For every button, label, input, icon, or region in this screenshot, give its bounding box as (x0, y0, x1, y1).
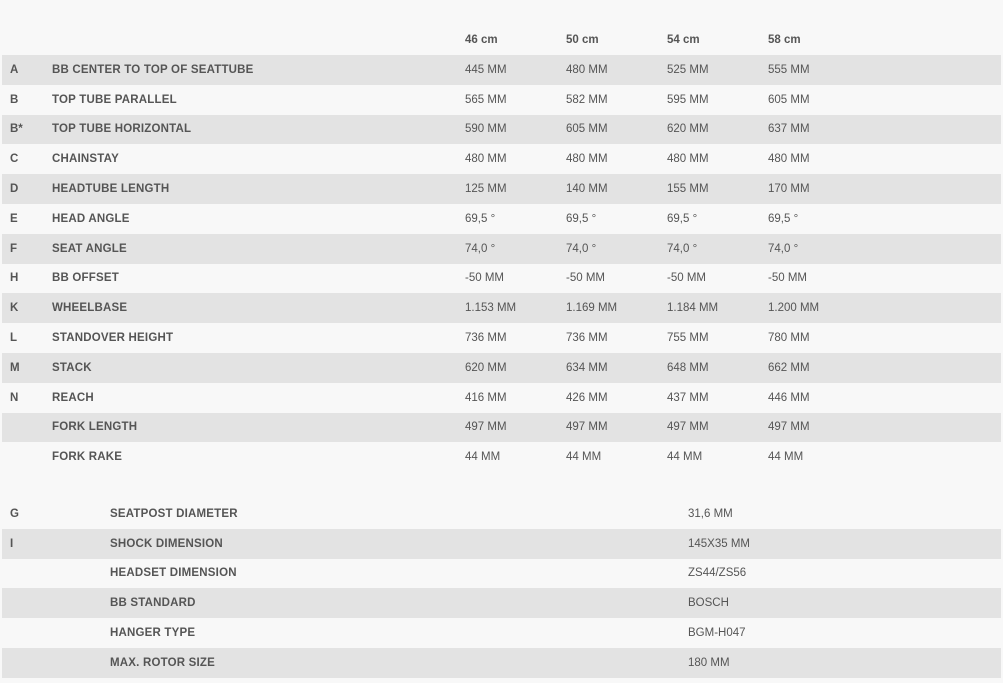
spec-value: 31,6 MM (688, 507, 733, 520)
row-value: 74,0 ° (667, 234, 768, 264)
row-label: HEADTUBE LENGTH (52, 174, 465, 204)
row-code: N (10, 391, 19, 404)
row-value: 736 MM (465, 332, 507, 345)
spec-code: I (2, 529, 110, 559)
row-value: 634 MM (566, 353, 667, 383)
row-label: WHEELBASE (52, 293, 465, 323)
spec-row (2, 648, 1001, 678)
header-size-54: 54 cm (667, 34, 700, 46)
row-label: BB CENTER TO TOP OF SEATTUBE (52, 55, 465, 85)
row-label: TOP TUBE HORIZONTAL (52, 115, 465, 145)
geometry-row (2, 55, 1001, 85)
row-value: 1.169 MM (566, 293, 667, 323)
row-value: 1.153 MM (465, 293, 566, 323)
row-label: REACH (52, 391, 94, 404)
row-label: CHAINSTAY (52, 153, 119, 166)
row-label: STACK (52, 353, 465, 383)
row-code: K (2, 293, 52, 323)
row-value: 736 MM (566, 332, 608, 345)
spec-value: BOSCH (688, 588, 1001, 618)
geometry-table (2, 25, 1001, 472)
row-code: M (2, 353, 52, 383)
row-label: BB OFFSET (52, 272, 119, 285)
spec-row (2, 559, 1001, 589)
row-value: 480 MM (768, 153, 810, 166)
spec-code: G (10, 507, 19, 520)
row-value: 125 MM (465, 174, 566, 204)
row-code: A (2, 55, 52, 85)
geometry-row (2, 413, 1001, 443)
geometry-row (2, 144, 1001, 174)
row-value: 582 MM (566, 93, 608, 106)
spec-value: 180 MM (688, 648, 1001, 678)
row-value: -50 MM (465, 272, 504, 285)
row-value: 155 MM (667, 174, 768, 204)
row-value: 437 MM (667, 391, 709, 404)
geometry-row (2, 442, 1001, 472)
row-value: 446 MM (768, 391, 810, 404)
geometry-row (2, 115, 1001, 145)
row-value: 426 MM (566, 391, 608, 404)
row-code: C (10, 153, 19, 166)
row-value: 662 MM (768, 353, 1001, 383)
row-code: F (2, 234, 52, 264)
row-code: E (10, 212, 18, 225)
row-value: 525 MM (667, 55, 768, 85)
row-value: 170 MM (768, 174, 1001, 204)
row-value: 497 MM (465, 413, 566, 443)
geometry-row (2, 234, 1001, 264)
spec-code (2, 588, 110, 618)
spec-value: ZS44/ZS56 (688, 567, 747, 580)
geometry-row (2, 264, 1001, 294)
row-code: D (2, 174, 52, 204)
header-code (2, 25, 52, 55)
spec-code (2, 648, 110, 678)
spec-label: SHOCK DIMENSION (110, 529, 688, 559)
row-label: SEAT ANGLE (52, 234, 465, 264)
row-value: 620 MM (465, 353, 566, 383)
spec-code (2, 618, 110, 648)
spec-value: 145X35 MM (688, 529, 1001, 559)
row-value: 44 MM (768, 451, 804, 464)
row-value: 480 MM (566, 153, 608, 166)
geometry-row (2, 204, 1001, 234)
row-value: 74,0 ° (566, 234, 667, 264)
geometry-row (2, 323, 1001, 353)
row-value: 74,0 ° (768, 234, 1001, 264)
spec-label: HEADSET DIMENSION (110, 567, 237, 580)
row-code: B* (2, 115, 52, 145)
specs-table (2, 499, 1001, 678)
row-value: 755 MM (667, 332, 709, 345)
geometry-row (2, 383, 1001, 413)
spec-label: HANGER TYPE (110, 627, 196, 640)
spec-label: SEATPOST DIAMETER (110, 507, 238, 520)
row-code: L (10, 332, 18, 345)
row-code (2, 442, 52, 472)
row-value: 69,5 ° (465, 212, 496, 225)
row-value: 44 MM (465, 451, 501, 464)
row-value: 140 MM (566, 174, 667, 204)
row-code: B (10, 93, 19, 106)
row-value: 595 MM (667, 93, 709, 106)
row-value: 637 MM (768, 115, 1001, 145)
row-label: HEAD ANGLE (52, 212, 130, 225)
geometry-row (2, 293, 1001, 323)
row-value: -50 MM (667, 272, 706, 285)
row-value: 555 MM (768, 55, 1001, 85)
row-label: STANDOVER HEIGHT (52, 332, 174, 345)
spec-code (2, 559, 110, 589)
row-value: 605 MM (768, 93, 810, 106)
row-value: 480 MM (667, 153, 709, 166)
row-value: 480 MM (465, 153, 507, 166)
row-label: FORK RAKE (52, 451, 123, 464)
row-label: FORK LENGTH (52, 413, 465, 443)
row-value: 480 MM (566, 55, 667, 85)
row-value: 416 MM (465, 391, 507, 404)
row-value: 69,5 ° (667, 212, 698, 225)
row-value: 445 MM (465, 55, 566, 85)
row-label: TOP TUBE PARALLEL (52, 93, 177, 106)
row-value: 69,5 ° (768, 212, 799, 225)
row-code (2, 413, 52, 443)
geometry-row (2, 85, 1001, 115)
row-value: 1.184 MM (667, 293, 768, 323)
row-value: 620 MM (667, 115, 768, 145)
row-value: 497 MM (768, 413, 1001, 443)
spec-row (2, 499, 1001, 529)
row-value: 780 MM (768, 332, 810, 345)
spec-value: BGM-H047 (688, 627, 746, 640)
header-label (52, 25, 465, 55)
row-value: 44 MM (667, 451, 703, 464)
row-value: -50 MM (566, 272, 605, 285)
spec-row (2, 618, 1001, 648)
row-value: -50 MM (768, 272, 807, 285)
spec-row (2, 588, 1001, 618)
geometry-header-row (2, 25, 1001, 55)
row-value: 497 MM (566, 413, 667, 443)
row-value: 1.200 MM (768, 293, 1001, 323)
row-value: 605 MM (566, 115, 667, 145)
row-code: H (10, 272, 19, 285)
header-size-58: 58 cm (768, 34, 801, 46)
row-value: 74,0 ° (465, 234, 566, 264)
row-value: 69,5 ° (566, 212, 597, 225)
row-value: 497 MM (667, 413, 768, 443)
spec-label: MAX. ROTOR SIZE (110, 648, 688, 678)
row-value: 44 MM (566, 451, 602, 464)
geometry-row (2, 174, 1001, 204)
row-value: 590 MM (465, 115, 566, 145)
geometry-row (2, 353, 1001, 383)
header-size-50: 50 cm (566, 34, 599, 46)
spec-label: BB STANDARD (110, 588, 688, 618)
spec-row (2, 529, 1001, 559)
row-value: 648 MM (667, 353, 768, 383)
header-size-46: 46 cm (465, 34, 498, 46)
row-value: 565 MM (465, 93, 507, 106)
